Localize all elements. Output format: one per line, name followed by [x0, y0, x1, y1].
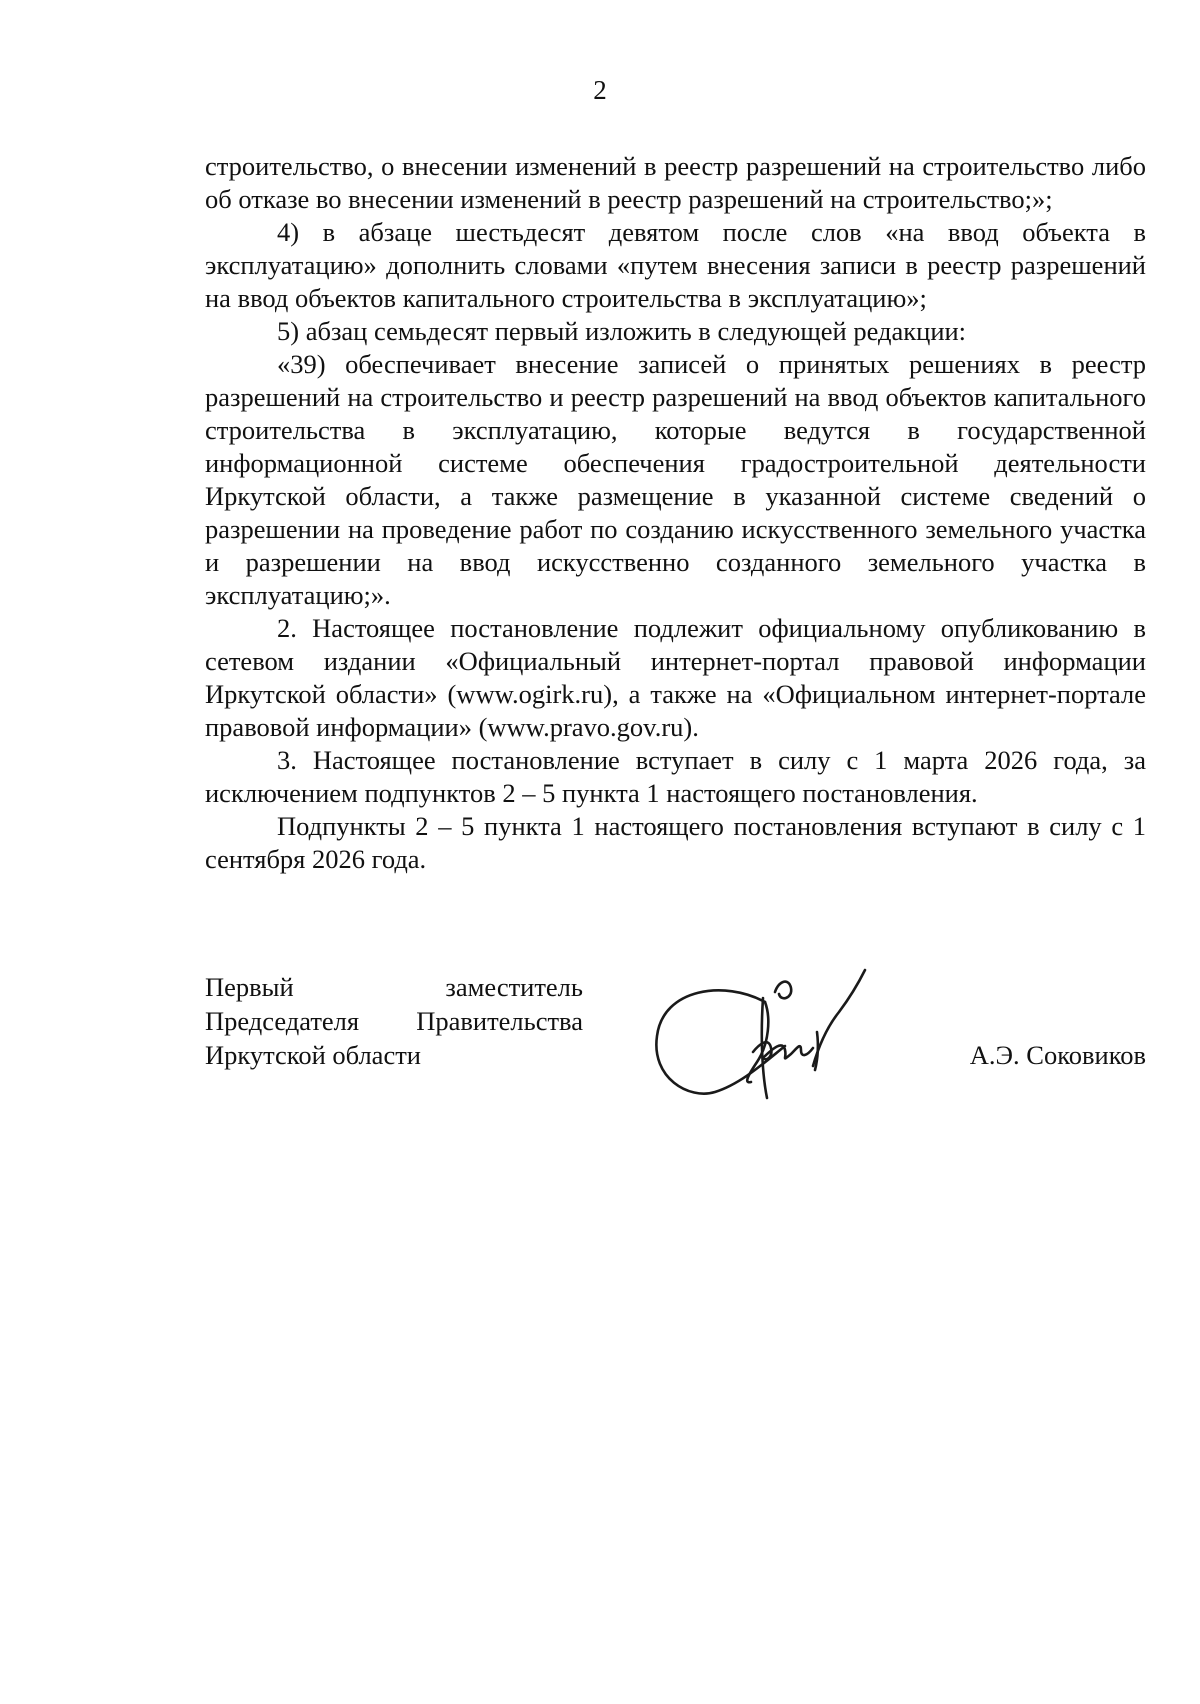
paragraph-clause-2: 2. Настоящее постановление подлежит официальному опубликованию в сетевом издании «Официальный интернет-портал правовой информации Иркутской области» (www.ogirk.ru), а также на «Официальном интернет-портале правовой информации» (www.pravo.gov.ru). — [205, 613, 1146, 742]
signature-block — [205, 970, 1146, 1120]
handwritten-signature — [645, 958, 905, 1108]
paragraph-item-4: 4) в абзаце шестьдесят девятом после слов «на ввод объекта в эксплуатацию» дополнить словами «путем внесения записи в реестр разрешений на ввод объектов капитального строительства в эксплуатацию»; — [205, 217, 1146, 313]
page-number: 2 — [593, 75, 607, 105]
signer-title-line-1: Первый заместитель — [205, 972, 583, 1002]
signer-title — [205, 970, 583, 1072]
paragraph-subclauses-effective: Подпункты 2 – 5 пункта 1 настоящего постановления вступают в силу с 1 сентября 2026 года. — [205, 811, 1146, 874]
paragraph-clause-3: 3. Настоящее постановление вступает в силу с 1 марта 2026 года, за исключением подпунктов 2 – 5 пункта 1 настоящего постановления. — [205, 745, 1146, 808]
paragraph-item-39: «39) обеспечивает внесение записей о принятых решениях в реестр разрешений на строительство и реестр разрешений на ввод объектов капитального строительства в эксплуатацию, которые ведутся в государственной информационной системе обеспечения градостроительной деятельности Иркутской области, а также размещение в указанной системе сведений о разрешении на проведение работ по созданию искусственного земельного участка и разрешении на ввод искусственно созданного земельного участка в эксплуатацию;». — [205, 349, 1146, 610]
paragraph-continuation: строительство, о внесении изменений в реестр разрешений на строительство либо об отказе во внесении изменений в реестр разрешений на строительство;»; — [205, 151, 1146, 214]
paragraph-item-5: 5) абзац семьдесят первый изложить в следующей редакции: — [277, 316, 967, 346]
signer-name: А.Э. Соковиков — [969, 1040, 1146, 1070]
signer-title-line-2: Председателя Правительства — [205, 1006, 583, 1036]
signer-title-line-3: Иркутской области — [205, 1040, 421, 1070]
document-body — [205, 150, 1146, 876]
